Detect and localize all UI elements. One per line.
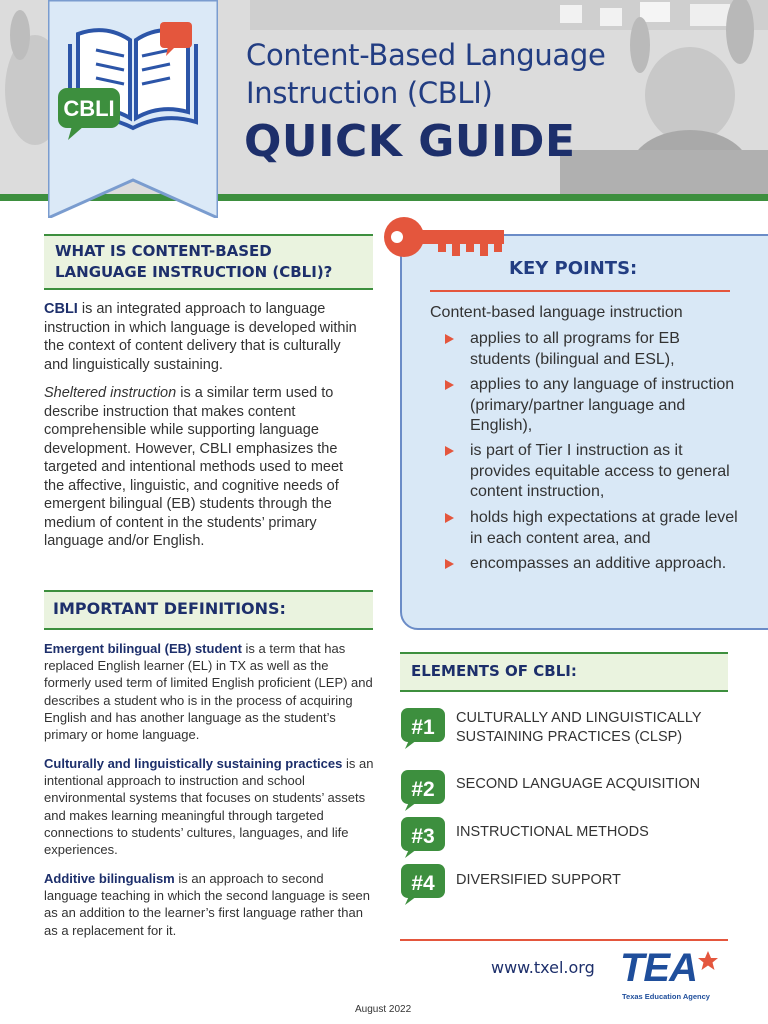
important-definitions-heading: IMPORTANT DEFINITIONS: — [44, 590, 373, 630]
key-point-item — [470, 508, 740, 549]
definition-term: Additive bilingualism — [44, 871, 175, 886]
element-number-text: #1 — [411, 716, 435, 739]
definition-item — [44, 755, 376, 858]
footer-website-link[interactable]: www.txel.org — [491, 958, 595, 977]
definition-item — [44, 870, 376, 939]
what-is-heading-line-1: WHAT IS CONTENT-BASED — [55, 242, 272, 260]
key-point-item — [470, 554, 740, 575]
tea-star-icon — [697, 950, 719, 972]
arrow-bullet-icon — [445, 334, 454, 344]
element-label: DIVERSIFIED SUPPORT — [456, 872, 621, 888]
footer-divider — [400, 939, 728, 941]
tea-agency-name: Texas Education Agency — [622, 992, 710, 1001]
definition-item — [44, 640, 376, 743]
cbli-definition-text: is an integrated approach to language instruction in which language is developed within the context of content delivery that is culturally and linguistically sustaining. — [44, 301, 357, 373]
element-number-badge — [399, 706, 447, 750]
element-number-text: #2 — [411, 778, 435, 801]
key-points-intro: Content-based language instruction — [430, 304, 683, 321]
key-point-text: applies to any language of instruction (primary/partner language and English), — [470, 376, 735, 434]
sheltered-term: Sheltered instruction — [44, 385, 177, 401]
definition-text: is an intentional approach to instruction and school environmental systems that focuses on students’ assets and makes learning meaningful through targeted connections to students’ cultures, languages, and life experiences. — [44, 756, 374, 858]
cbli-definition-paragraph — [44, 300, 364, 374]
arrow-bullet-icon — [445, 446, 454, 456]
sheltered-instruction-paragraph — [44, 384, 364, 551]
key-point-text: applies to all programs for EB students (bilingual and ESL), — [470, 330, 680, 368]
arrow-bullet-icon — [445, 380, 454, 390]
tea-logo: TEA — [620, 946, 697, 990]
key-point-text: encompasses an additive approach. — [470, 555, 727, 572]
element-number-badge — [399, 862, 447, 906]
definition-term: Emergent bilingual (EB) student — [44, 641, 242, 656]
cbli-badge-text: CBLI — [63, 96, 115, 121]
what-is-cbli-heading — [44, 234, 373, 290]
title-line-2: Instruction (CBLI) — [246, 76, 493, 110]
element-number-badge — [399, 768, 447, 812]
title-quick-guide: QUICK GUIDE — [244, 116, 576, 167]
element-label: SECOND LANGUAGE ACQUISITION — [456, 776, 701, 792]
element-number-text: #3 — [411, 825, 435, 848]
arrow-bullet-icon — [445, 513, 454, 523]
definition-text: is a term that has replaced English learner (EL) in TX as well as the formerly used term of limited English proficient (LEP) and describes a student who is in the process of acquiring English and has another language as the student’s primary or home language. — [44, 641, 373, 743]
element-label: INSTRUCTIONAL METHODS — [456, 824, 649, 840]
cbli-term: CBLI — [44, 301, 78, 317]
key-point-item — [470, 441, 740, 503]
arrow-bullet-icon — [445, 559, 454, 569]
key-point-text: is part of Tier I instruction as it provides equitable access to general content instruction, — [470, 442, 730, 500]
element-number-badge — [399, 815, 447, 859]
definition-term: Culturally and linguistically sustaining practices — [44, 756, 343, 771]
cbli-book-logo — [48, 0, 218, 218]
element-label: CULTURALLY AND LINGUISTICALLY SUSTAINING PRACTICES (CLSP) — [456, 710, 702, 745]
publication-date: August 2022 — [355, 1004, 412, 1015]
sheltered-text: is a similar term used to describe instruction that makes content comprehensible while supporting language development. However, CBLI emphasizes the targeted and intentional methods used to meet the affective, linguistic, and cognitive needs of emergent bilingual (EB) students through the medium of content in the students’ primary language and/or English. — [44, 385, 344, 549]
definition-text: is an approach to second language teaching in which the second language is seen as an addition to the learner’s first language rather than as a replacement for it. — [44, 871, 370, 938]
key-points-title: KEY POINTS: — [509, 258, 638, 279]
what-is-heading-line-2: LANGUAGE INSTRUCTION (CBLI)? — [55, 263, 333, 281]
key-point-text: holds high expectations at grade level in each content area, and — [470, 509, 738, 547]
key-point-item — [470, 375, 740, 437]
key-points-divider — [430, 290, 730, 292]
elements-of-cbli-heading: ELEMENTS OF CBLI: — [400, 652, 728, 692]
element-number-text: #4 — [411, 872, 435, 895]
key-icon — [382, 212, 506, 262]
key-point-item — [470, 329, 740, 370]
title-line-1: Content-Based Language — [246, 38, 606, 72]
